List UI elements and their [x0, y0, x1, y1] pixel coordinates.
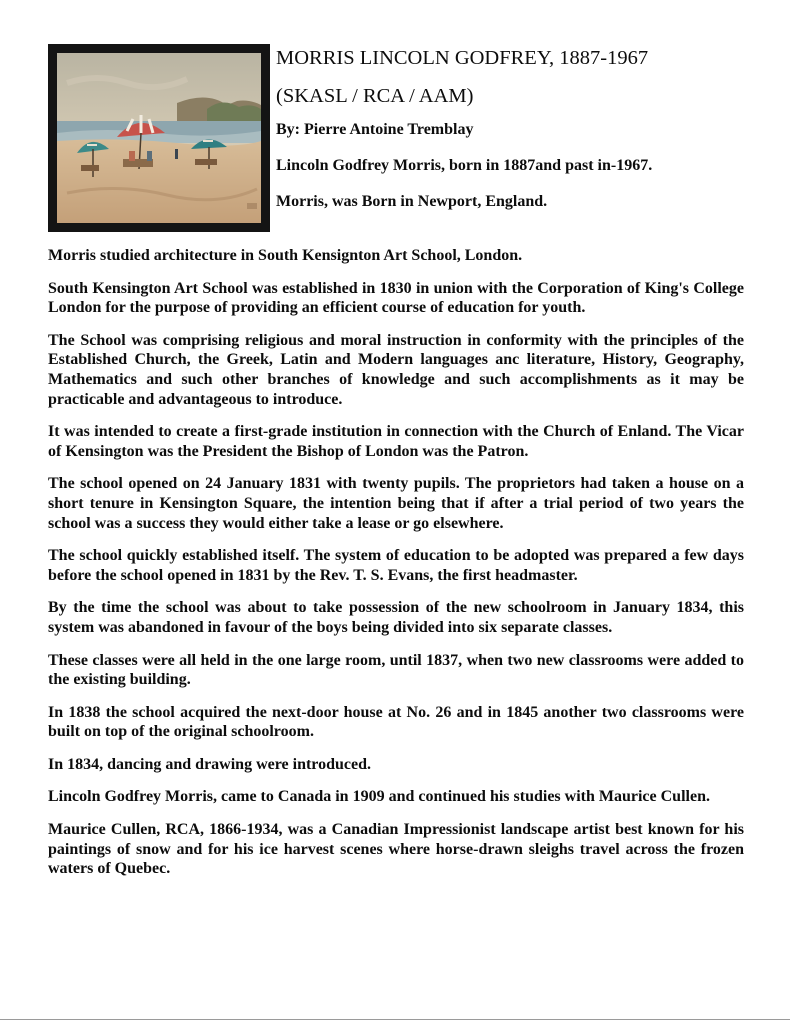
birth-line: Lincoln Godfrey Morris, born in 1887and past in-1967. [276, 157, 653, 174]
article-header [48, 44, 744, 232]
document-page [48, 44, 744, 878]
birthplace-line: Morris, was Born in Newport, England. [276, 193, 548, 210]
paragraph: The school opened on 24 January 1831 with twenty pupils. The proprietors had taken a house on a short tenure in Kensington Square, the intention being that if after a trial period of two years the school was a success they would either take a lease or go elsewhere. [48, 475, 744, 532]
paragraph: South Kensington Art School was established in 1830 in union with the Corporation of King's College London for the purpose of providing an efficient course of education for youth. [48, 279, 744, 317]
article-title: MORRIS LINCOLN GODFREY, 1887-1967 [276, 47, 649, 69]
paragraph: The School was comprising religious and moral instruction in conformity with the principles of the Established Church, the Greek, Latin and Modern languages anc literature, History, Geography, Mathematics and such other branches of knowledge and such accomplishments as it may be practicable and advantageous to introduce. [48, 331, 744, 408]
paragraph: In 1834, dancing and drawing were introduced. [48, 755, 372, 773]
paragraph: It was intended to create a first-grade institution in connection with the Church of Enland. The Vicar of Kensington was the President the Bishop of London was the Patron. [48, 423, 744, 460]
header-text-block [276, 44, 744, 228]
article-subtitle: (SKASL / RCA / AAM) [276, 85, 474, 107]
paragraph: Maurice Cullen, RCA, 1866-1934, was a Canadian Impressionist landscape artist best known for his paintings of snow and for his ice harvest scenes where horse-drawn sleighs travel across the frozen waters of Quebec. [48, 821, 744, 878]
paragraph: These classes were all held in the one large room, until 1837, when two new classrooms were added to the existing building. [48, 651, 744, 689]
beach-painting-image [48, 44, 270, 232]
paragraph: Morris studied architecture in South Kensignton Art School, London. [48, 247, 523, 264]
author-byline: By: Pierre Antoine Tremblay [276, 121, 474, 138]
beach-painting-illustration [57, 53, 261, 223]
paragraph: Lincoln Godfrey Morris, came to Canada in 1909 and continued his studies with Maurice Cullen. [48, 788, 710, 806]
page-bottom-divider [0, 1019, 790, 1020]
paragraph: By the time the school was about to take possession of the new schoolroom in January 1834, this system was abandoned in favour of the boys being divided into six separate classes. [48, 599, 744, 636]
paragraph: The school quickly established itself. The system of education to be adopted was prepared a few days before the school opened in 1831 by the Rev. T. S. Evans, the first headmaster. [48, 547, 744, 584]
article-body [48, 246, 744, 892]
paragraph: In 1838 the school acquired the next-door house at No. 26 and in 1845 another two classrooms were built on top of the original schoolroom. [48, 703, 744, 741]
